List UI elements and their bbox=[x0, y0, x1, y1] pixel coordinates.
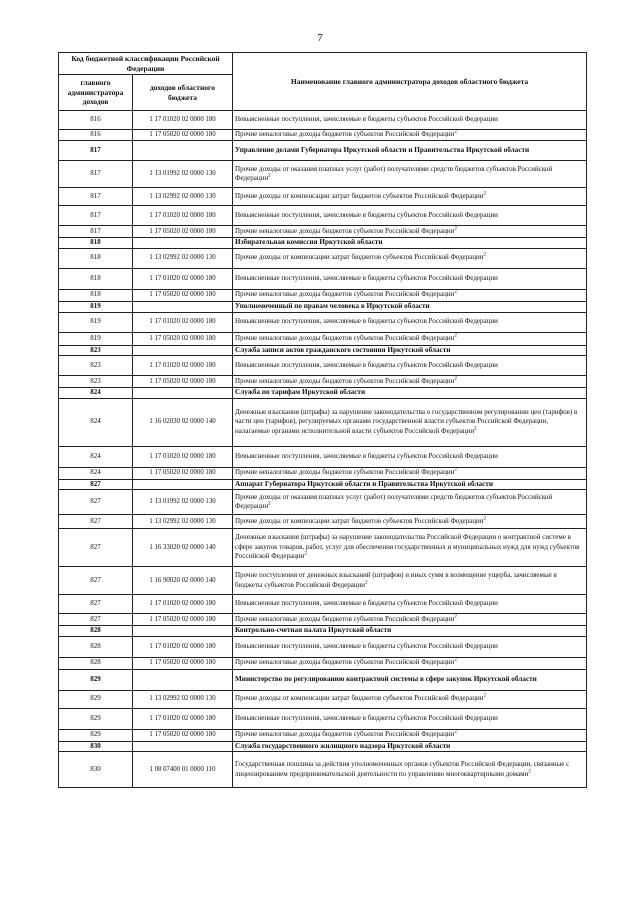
admin-code-cell: 819 bbox=[59, 312, 133, 332]
admin-code-cell: 824 bbox=[59, 467, 133, 479]
admin-code-cell: 829 bbox=[59, 690, 133, 708]
name-text: Невыясненные поступления, зачисляемые в бюджеты субъектов Российской Федерации bbox=[235, 713, 498, 722]
admin-code-cell: 823 bbox=[59, 356, 133, 376]
revenue-code-cell bbox=[133, 669, 233, 690]
revenue-code-cell: 1 17 05020 02 0000 180 bbox=[133, 729, 233, 741]
revenue-code-cell: 1 16 90020 02 0000 140 bbox=[133, 567, 233, 595]
footnote-mark: 2 bbox=[454, 376, 457, 382]
administrator-header-row bbox=[59, 669, 587, 690]
admin-code-cell: 827 bbox=[59, 529, 133, 567]
name-text: Прочие доходы от компенсации затрат бюджетов субъектов Российской Федерации bbox=[235, 191, 484, 200]
table-row bbox=[59, 657, 587, 669]
name-text: Прочие неналоговые доходы бюджетов субъектов Российской Федерации bbox=[235, 468, 455, 477]
admin-code-cell: 817 bbox=[59, 161, 133, 188]
name-text: Невыясненные поступления, зачисляемые в бюджеты субъектов Российской Федерации bbox=[235, 115, 498, 124]
name-text: Уполномоченный по правам человека в Иркутской области bbox=[235, 301, 430, 310]
name-text: Прочие неналоговые доходы бюджетов субъектов Российской Федерации bbox=[235, 658, 455, 667]
table-row bbox=[59, 332, 587, 345]
table-row bbox=[59, 636, 587, 657]
name-cell bbox=[233, 614, 587, 626]
revenue-code-cell bbox=[133, 141, 233, 161]
footnote-mark: 2 bbox=[268, 173, 271, 179]
name-text: Контрольно-счетная палата Иркутской области bbox=[235, 626, 392, 634]
name-text: Прочие неналоговые доходы бюджетов субъектов Российской Федерации bbox=[235, 376, 455, 385]
revenue-code-cell: 1 08 07400 01 0000 110 bbox=[133, 752, 233, 788]
footnote-mark: 2 bbox=[304, 551, 307, 557]
admin-code-cell: 829 bbox=[59, 729, 133, 741]
footnote-mark: 2 bbox=[483, 693, 487, 699]
name-text: Служба государственного жилищного надзора Иркутской области bbox=[235, 741, 451, 750]
name-cell bbox=[233, 141, 587, 161]
name-text: Государственная пошлина за действия уполномоченных органов субъектов Российской Федерации, связанные с лицензированием предпринимательской деятельности по управлению многоквартирными домами bbox=[235, 760, 570, 778]
table-row bbox=[59, 161, 587, 188]
revenue-code-cell bbox=[133, 388, 233, 399]
admin-code-cell: 817 bbox=[59, 188, 133, 206]
table-row bbox=[59, 529, 587, 567]
name-text: Невыясненные поступления, зачисляемые в бюджеты субъектов Российской Федерации bbox=[235, 273, 498, 282]
revenue-code-cell: 1 13 02992 02 0000 130 bbox=[133, 248, 233, 268]
table-row bbox=[59, 268, 587, 289]
revenue-code-cell: 1 13 01992 02 0000 130 bbox=[133, 161, 233, 188]
footnote-mark: 2 bbox=[483, 191, 487, 197]
footnote-mark: 2 bbox=[528, 769, 531, 775]
admin-code-cell: 828 bbox=[59, 636, 133, 657]
name-text: Прочие поступления от денежных взысканий (штрафов) и иных сумм в возмещение ущерба, зачисляемые в бюджеты субъектов Российской Федерации bbox=[235, 571, 557, 589]
table-row bbox=[59, 356, 587, 376]
name-cell bbox=[233, 388, 587, 399]
name-cell bbox=[233, 248, 587, 268]
name-text: Денежные взыскания (штрафы) за нарушение законодательства Российской Федерации о контрактной системе в сфере закупок товаров, работ, услуг для обеспечения государственных и муниципальных нужд для нужд субъектов Российской Федерации bbox=[235, 533, 580, 561]
table-row bbox=[59, 729, 587, 741]
header-main-administrator: главного администратора доходов bbox=[59, 75, 133, 111]
table-row bbox=[59, 467, 587, 479]
name-text: Управление делами Губернатора Иркутской области и Правительства Иркутской области bbox=[235, 145, 530, 154]
admin-code-cell: 830 bbox=[59, 741, 133, 752]
revenue-code-cell: 1 17 01020 02 0000 180 bbox=[133, 206, 233, 226]
name-cell bbox=[233, 398, 587, 446]
name-cell bbox=[233, 595, 587, 614]
name-text: Министерство по регулированию контрактной системы в сфере закупок Иркутской области bbox=[235, 674, 537, 683]
revenue-code-cell: 1 17 01020 02 0000 180 bbox=[133, 312, 233, 332]
admin-code-cell: 828 bbox=[59, 626, 133, 637]
revenue-code-cell: 1 13 02992 02 0000 130 bbox=[133, 188, 233, 206]
revenue-code-cell bbox=[133, 741, 233, 752]
name-text: Невыясненные поступления, зачисляемые в бюджеты субъектов Российской Федерации bbox=[235, 599, 498, 608]
name-cell bbox=[233, 345, 587, 356]
revenue-code-cell bbox=[133, 479, 233, 490]
footnote-mark: 2 bbox=[365, 580, 368, 586]
footnote-mark: 2 bbox=[483, 252, 487, 258]
name-cell bbox=[233, 289, 587, 301]
admin-code-cell: 824 bbox=[59, 446, 133, 467]
admin-code-cell: 829 bbox=[59, 669, 133, 690]
table-row bbox=[59, 515, 587, 529]
name-text: Невыясненные поступления, зачисляемые в бюджеты субъектов Российской Федерации bbox=[235, 641, 498, 650]
revenue-code-cell: 1 17 05020 02 0000 180 bbox=[133, 130, 233, 141]
table-row bbox=[59, 708, 587, 729]
name-cell bbox=[233, 690, 587, 708]
revenue-code-cell: 1 17 05020 02 0000 180 bbox=[133, 467, 233, 479]
name-text: Невыясненные поступления, зачисляемые в бюджеты субъектов Российской Федерации bbox=[235, 451, 498, 460]
administrator-header-row bbox=[59, 741, 587, 752]
header-administrator-name: Наименование главного администратора доходов областного бюджета bbox=[233, 53, 587, 111]
footnote-mark: 2 bbox=[454, 467, 457, 473]
admin-code-cell: 816 bbox=[59, 111, 133, 130]
table-row bbox=[59, 376, 587, 388]
revenue-code-cell: 1 17 01020 02 0000 180 bbox=[133, 446, 233, 467]
admin-code-cell: 818 bbox=[59, 289, 133, 301]
name-cell bbox=[233, 130, 587, 141]
admin-code-cell: 817 bbox=[59, 141, 133, 161]
name-cell bbox=[233, 111, 587, 130]
revenue-code-cell: 1 17 01020 02 0000 180 bbox=[133, 708, 233, 729]
admin-code-cell: 828 bbox=[59, 657, 133, 669]
name-cell bbox=[233, 657, 587, 669]
name-cell bbox=[233, 567, 587, 595]
revenue-code-cell: 1 17 05020 02 0000 180 bbox=[133, 614, 233, 626]
name-text: Невыясненные поступления, зачисляемые в бюджеты субъектов Российской Федерации bbox=[235, 317, 498, 326]
admin-code-cell: 817 bbox=[59, 226, 133, 238]
table-row bbox=[59, 206, 587, 226]
name-text: Прочие неналоговые доходы бюджетов субъектов Российской Федерации bbox=[235, 226, 455, 235]
admin-code-cell: 823 bbox=[59, 345, 133, 356]
name-text: Прочие доходы от компенсации затрат бюджетов субъектов Российской Федерации bbox=[235, 516, 484, 525]
admin-code-cell: 824 bbox=[59, 388, 133, 399]
administrator-header-row bbox=[59, 238, 587, 249]
revenue-code-cell: 1 13 01992 02 0000 130 bbox=[133, 490, 233, 515]
revenue-code-cell: 1 16 02030 02 0000 140 bbox=[133, 398, 233, 446]
name-cell bbox=[233, 356, 587, 376]
name-text: Прочие неналоговые доходы бюджетов субъектов Российской Федерации bbox=[235, 130, 455, 139]
footnote-mark: 2 bbox=[454, 129, 457, 135]
admin-code-cell: 818 bbox=[59, 238, 133, 249]
name-cell bbox=[233, 312, 587, 332]
table-body bbox=[59, 111, 587, 788]
admin-code-cell: 827 bbox=[59, 479, 133, 490]
name-cell bbox=[233, 376, 587, 388]
revenue-code-cell: 1 17 05020 02 0000 180 bbox=[133, 289, 233, 301]
name-cell bbox=[233, 446, 587, 467]
name-text: Прочие неналоговые доходы бюджетов субъектов Российской Федерации bbox=[235, 730, 455, 739]
admin-code-cell: 816 bbox=[59, 130, 133, 141]
name-text: Служба по тарифам Иркутской области bbox=[235, 388, 366, 396]
admin-code-cell: 824 bbox=[59, 398, 133, 446]
admin-code-cell: 819 bbox=[59, 332, 133, 345]
revenue-code-cell: 1 17 01020 02 0000 180 bbox=[133, 111, 233, 130]
name-cell bbox=[233, 636, 587, 657]
administrator-header-row bbox=[59, 388, 587, 399]
revenue-code-cell bbox=[133, 301, 233, 312]
table-row bbox=[59, 446, 587, 467]
name-cell bbox=[233, 467, 587, 479]
footnote-mark: 2 bbox=[454, 614, 457, 620]
revenue-code-cell: 1 16 33020 02 0000 140 bbox=[133, 529, 233, 567]
name-text: Невыясненные поступления, зачисляемые в бюджеты субъектов Российской Федерации bbox=[235, 360, 498, 369]
name-cell bbox=[233, 161, 587, 188]
name-cell bbox=[233, 226, 587, 238]
administrator-header-row bbox=[59, 141, 587, 161]
name-text: Прочие неналоговые доходы бюджетов субъектов Российской Федерации bbox=[235, 614, 455, 623]
revenue-code-cell bbox=[133, 238, 233, 249]
name-text: Прочие доходы от компенсации затрат бюджетов субъектов Российской Федерации bbox=[235, 694, 484, 703]
revenue-code-cell: 1 17 05020 02 0000 180 bbox=[133, 376, 233, 388]
admin-code-cell: 827 bbox=[59, 490, 133, 515]
admin-code-cell: 827 bbox=[59, 515, 133, 529]
admin-code-cell: 823 bbox=[59, 376, 133, 388]
admin-code-cell: 827 bbox=[59, 595, 133, 614]
revenue-code-cell: 1 17 01020 02 0000 180 bbox=[133, 356, 233, 376]
administrator-header-row bbox=[59, 301, 587, 312]
administrator-header-row bbox=[59, 626, 587, 637]
name-cell bbox=[233, 188, 587, 206]
footnote-mark: 2 bbox=[474, 426, 477, 432]
name-text: Прочие доходы от компенсации затрат бюджетов субъектов Российской Федерации bbox=[235, 253, 484, 262]
revenue-code-cell bbox=[133, 345, 233, 356]
name-cell bbox=[233, 268, 587, 289]
name-text: Аппарат Губернатора Иркутской области и Правительства Иркутской области bbox=[235, 479, 493, 488]
footnote-mark: 2 bbox=[454, 226, 457, 232]
table-row bbox=[59, 595, 587, 614]
table-row bbox=[59, 226, 587, 238]
administrator-header-row bbox=[59, 345, 587, 356]
admin-code-cell: 827 bbox=[59, 567, 133, 595]
name-text: Прочие неналоговые доходы бюджетов субъектов Российской Федерации bbox=[235, 333, 455, 342]
name-cell bbox=[233, 729, 587, 741]
footnote-mark: 2 bbox=[454, 657, 457, 663]
administrator-header-row bbox=[59, 479, 587, 490]
footnote-mark: 2 bbox=[454, 289, 457, 295]
name-text: Избирательная комиссия Иркутской области bbox=[235, 238, 383, 246]
name-cell bbox=[233, 490, 587, 515]
revenue-code-cell: 1 13 02992 02 0000 130 bbox=[133, 515, 233, 529]
name-cell bbox=[233, 626, 587, 637]
budget-classification-table bbox=[58, 52, 587, 788]
revenue-code-cell: 1 17 01020 02 0000 180 bbox=[133, 268, 233, 289]
revenue-code-cell: 1 17 05020 02 0000 180 bbox=[133, 332, 233, 345]
admin-code-cell: 818 bbox=[59, 248, 133, 268]
name-cell bbox=[233, 529, 587, 567]
table-row bbox=[59, 111, 587, 130]
table-row bbox=[59, 752, 587, 788]
name-text: Прочие доходы от оказания платных услуг (работ) получателями средств бюджетов субъектов Российской Федерации bbox=[235, 164, 553, 182]
table-row bbox=[59, 398, 587, 446]
name-cell bbox=[233, 708, 587, 729]
admin-code-cell: 827 bbox=[59, 614, 133, 626]
table-row bbox=[59, 130, 587, 141]
name-text: Денежные взыскания (штрафы) за нарушение законодательства о государственном регулировании цен (тарифов) в части цен (тарифов), регулируемых органами государственной власти субъектов Российской Федерации, налагаемые органами исполнительной власти субъектов Российской Федерации bbox=[235, 407, 578, 435]
revenue-code-cell: 1 17 05020 02 0000 180 bbox=[133, 226, 233, 238]
name-cell bbox=[233, 741, 587, 752]
admin-code-cell: 830 bbox=[59, 752, 133, 788]
header-classification-group: Код бюджетной классификации Российской Федерации bbox=[59, 53, 233, 75]
name-cell bbox=[233, 515, 587, 529]
name-cell bbox=[233, 752, 587, 788]
admin-code-cell: 819 bbox=[59, 301, 133, 312]
header-revenue-code: доходов областного бюджета bbox=[133, 75, 233, 111]
name-cell bbox=[233, 479, 587, 490]
name-cell bbox=[233, 301, 587, 312]
revenue-code-cell bbox=[133, 626, 233, 637]
admin-code-cell: 817 bbox=[59, 206, 133, 226]
name-text: Прочие доходы от оказания платных услуг (работ) получателями средств бюджетов субъектов Российской Федерации bbox=[235, 492, 553, 510]
name-text: Невыясненные поступления, зачисляемые в бюджеты субъектов Российской Федерации bbox=[235, 210, 498, 219]
name-cell bbox=[233, 206, 587, 226]
revenue-code-cell: 1 17 01020 02 0000 180 bbox=[133, 636, 233, 657]
revenue-code-cell: 1 17 05020 02 0000 180 bbox=[133, 657, 233, 669]
footnote-mark: 2 bbox=[454, 729, 457, 735]
table-row bbox=[59, 289, 587, 301]
name-text: Служба записи актов гражданского состояния Иркутской области bbox=[235, 345, 451, 354]
revenue-code-cell: 1 13 02992 02 0000 130 bbox=[133, 690, 233, 708]
table-row bbox=[59, 490, 587, 515]
table-row bbox=[59, 188, 587, 206]
table-row bbox=[59, 567, 587, 595]
page-number: 7 bbox=[317, 32, 323, 44]
admin-code-cell: 829 bbox=[59, 708, 133, 729]
name-cell bbox=[233, 332, 587, 345]
table-row bbox=[59, 248, 587, 268]
revenue-code-cell: 1 17 01020 02 0000 180 bbox=[133, 595, 233, 614]
footnote-mark: 2 bbox=[454, 333, 457, 339]
name-cell bbox=[233, 238, 587, 249]
footnote-mark: 2 bbox=[483, 516, 487, 522]
table-row bbox=[59, 312, 587, 332]
admin-code-cell: 818 bbox=[59, 268, 133, 289]
name-text: Прочие неналоговые доходы бюджетов субъектов Российской Федерации bbox=[235, 290, 455, 299]
footnote-mark: 2 bbox=[268, 501, 271, 507]
name-cell bbox=[233, 669, 587, 690]
table-row bbox=[59, 690, 587, 708]
table-row bbox=[59, 614, 587, 626]
